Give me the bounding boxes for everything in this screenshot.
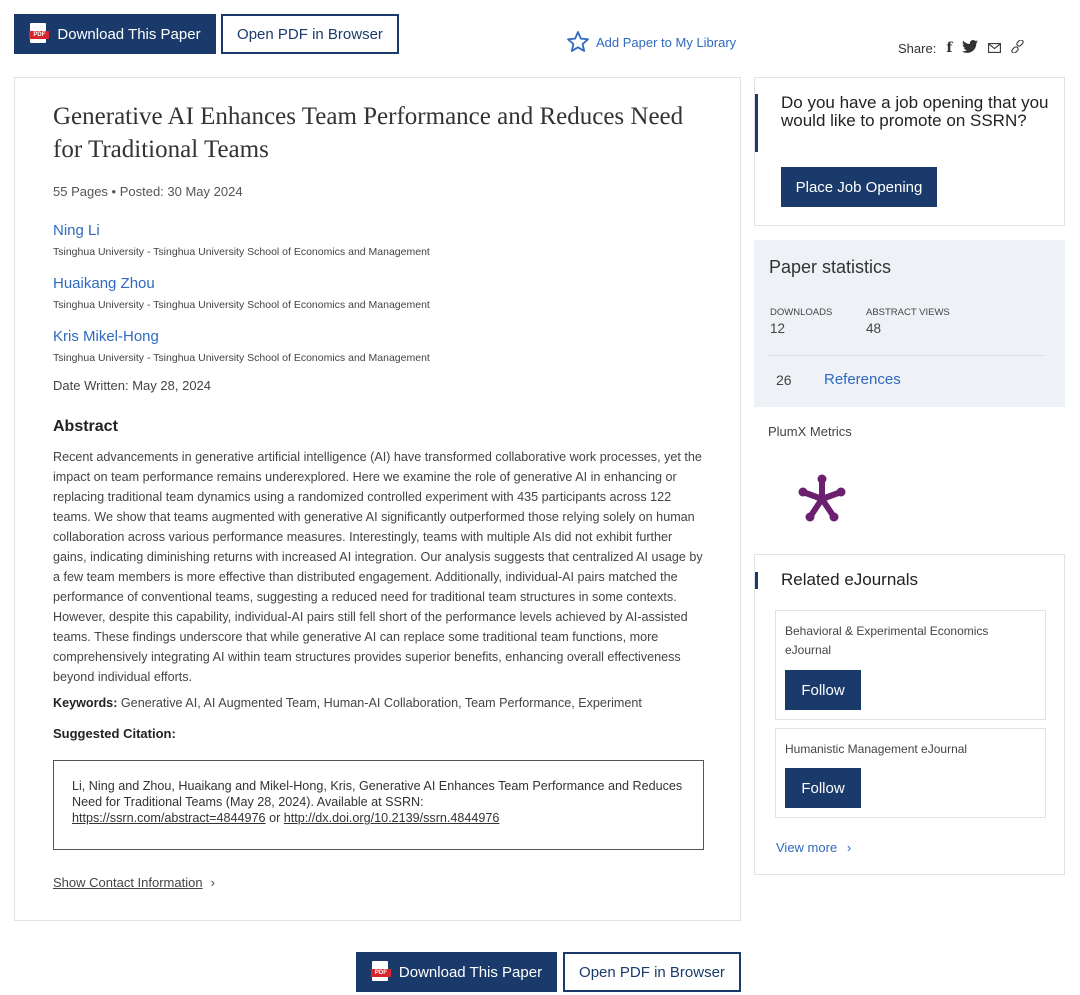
chevron-right-icon: › bbox=[210, 875, 215, 890]
keywords bbox=[53, 696, 713, 710]
paper-statistics-card bbox=[754, 240, 1065, 407]
open-pdf-button[interactable]: Open PDF in Browser bbox=[221, 14, 399, 54]
plumx-logo-icon[interactable] bbox=[794, 473, 850, 525]
add-to-library-link[interactable] bbox=[566, 30, 736, 54]
paper-card bbox=[14, 77, 741, 921]
open-pdf-button-bottom[interactable]: Open PDF in Browser bbox=[563, 952, 741, 992]
download-paper-label: Download This Paper bbox=[57, 25, 201, 43]
related-ejournals-card bbox=[754, 554, 1065, 875]
author-affiliation: Tsinghua University - Tsinghua University School of Economics and Management bbox=[53, 352, 430, 364]
view-more-label: View more bbox=[776, 840, 838, 855]
download-paper-button-bottom[interactable] bbox=[356, 952, 557, 992]
pdf-icon: PDF bbox=[29, 23, 49, 45]
author-link-ning-li[interactable]: Ning Li bbox=[53, 222, 100, 239]
place-job-opening-button[interactable]: Place Job Opening bbox=[781, 167, 937, 207]
abstract-views-value: 48 bbox=[866, 321, 882, 336]
download-paper-button[interactable] bbox=[14, 14, 216, 54]
ssrn-abstract-link[interactable]: https://ssrn.com/abstract=4844976 bbox=[72, 811, 266, 825]
downloads-label: DOWNLOADS bbox=[770, 307, 833, 318]
abstract-heading: Abstract bbox=[53, 418, 118, 435]
facebook-icon[interactable]: f bbox=[946, 40, 953, 56]
related-ejournals-title: Related eJournals bbox=[781, 570, 919, 589]
citation-or: or bbox=[269, 811, 281, 825]
pdf-icon: PDF bbox=[371, 961, 391, 983]
stats-divider bbox=[769, 355, 1045, 356]
abstract-views-label: ABSTRACT VIEWS bbox=[866, 307, 950, 318]
journal-name: Behavioral & Experimental Economics eJournal bbox=[785, 624, 989, 657]
keywords-label: Keywords: bbox=[53, 696, 118, 710]
date-written: Date Written: May 28, 2024 bbox=[53, 378, 212, 393]
view-more-link[interactable] bbox=[776, 840, 851, 855]
journal-name: Humanistic Management eJournal bbox=[785, 742, 968, 756]
accent-bar bbox=[755, 572, 758, 589]
author-affiliation: Tsinghua University - Tsinghua University School of Economics and Management bbox=[53, 299, 430, 311]
download-paper-label: Download This Paper bbox=[398, 963, 543, 981]
journal-item bbox=[775, 610, 1046, 720]
show-contact-link[interactable] bbox=[53, 875, 215, 890]
twitter-icon[interactable] bbox=[962, 40, 978, 56]
job-opening-card bbox=[754, 77, 1065, 226]
paper-title: Generative AI Enhances Team Performance and Reduces Need for Traditional Teams bbox=[53, 103, 684, 163]
author-link-huaikang-zhou[interactable]: Huaikang Zhou bbox=[53, 275, 155, 292]
downloads-value: 12 bbox=[770, 321, 786, 336]
paper-statistics-title: Paper statistics bbox=[769, 257, 892, 277]
citation-box bbox=[53, 760, 704, 850]
plumx-metrics-label: PlumX Metrics bbox=[768, 424, 852, 439]
share-bar bbox=[898, 40, 1024, 56]
references-count: 26 bbox=[776, 372, 792, 388]
email-icon[interactable] bbox=[988, 40, 1001, 56]
citation-text: Li, Ning and Zhou, Huaikang and Mikel-Hong, Kris, Generative AI Enhances Team Performance and Reduces Need for Traditional Teams (May 28, 2024). Available at SSRN: bbox=[72, 779, 683, 809]
accent-bar bbox=[755, 94, 758, 152]
journal-item bbox=[775, 728, 1046, 818]
add-to-library-label: Add Paper to My Library bbox=[596, 34, 737, 50]
chevron-right-icon: › bbox=[846, 840, 852, 855]
show-contact-label: Show Contact Information bbox=[53, 875, 203, 890]
suggested-citation-heading: Suggested Citation: bbox=[53, 726, 176, 741]
author-link-kris-mikel-hong[interactable]: Kris Mikel-Hong bbox=[53, 328, 159, 345]
references-link[interactable]: References bbox=[824, 371, 901, 388]
abstract-text: Recent advancements in generative artificial intelligence (AI) have transformed collaborative work processes, yet the impact on team performance remains underexplored. Here we examine the role of generative AI in enhancing or replacing traditional team dynamics using a randomized controlled experiment with 435 participants across 122 teams. We show that teams augmented with generative AI significantly outperformed those relying solely on human collaboration across various performance measures. Interestingly, teams with multiple AIs did not exhibit further gains, indicating diminishing returns with increased AI integration. Our analysis suggests that centralized AI usage by a few team members is more effective than distributed engagement. Additionally, individual-AI pairs matched the performance of conventional teams, suggesting a reduced need for traditional team structures in some contexts. However, despite this capability, individual-AI pairs still fell short of the performance levels achieved by AI-assisted teams. These findings underscore that while generative AI can replace some traditional team functions, more comprehensively integrating AI within team structures provides superior benefits, enhancing overall effectiveness beyond individual efforts. bbox=[53, 450, 703, 684]
link-icon[interactable] bbox=[1011, 40, 1024, 56]
paper-meta: 55 Pages • Posted: 30 May 2024 bbox=[53, 184, 243, 199]
share-label: Share: bbox=[898, 40, 937, 56]
follow-button[interactable]: Follow bbox=[785, 768, 861, 808]
follow-button[interactable]: Follow bbox=[785, 670, 861, 710]
doi-link[interactable]: http://dx.doi.org/10.2139/ssrn.4844976 bbox=[283, 811, 500, 825]
author-affiliation: Tsinghua University - Tsinghua University School of Economics and Management bbox=[53, 246, 430, 258]
job-opening-prompt: Do you have a job opening that you would like to promote on SSRN? bbox=[781, 93, 1049, 130]
keywords-list: Generative AI, AI Augmented Team, Human-AI Collaboration, Team Performance, Experiment bbox=[120, 696, 642, 710]
star-icon bbox=[566, 30, 590, 54]
